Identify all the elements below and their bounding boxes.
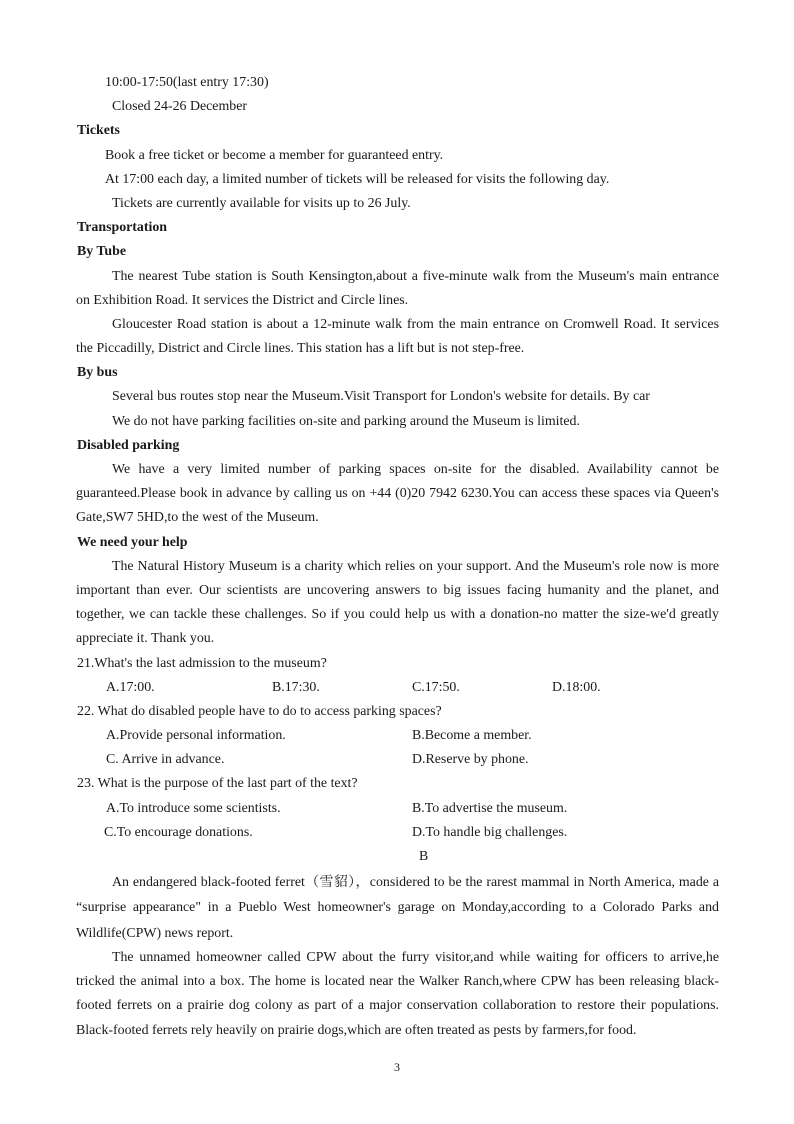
option-b: B.17:30. xyxy=(272,679,320,695)
question-21-options xyxy=(76,676,719,700)
transportation-heading: Transportation xyxy=(77,220,168,236)
passage-b-paragraph xyxy=(76,946,719,1043)
by-bus-line: Several bus routes stop near the Museum.Visit Transport for London's website for details. By car xyxy=(112,389,650,405)
question-22-stem: 22. What do disabled people have to do to access parking spaces? xyxy=(77,703,442,719)
option-a: A.To introduce some scientists. xyxy=(106,800,281,816)
closed-dates: Closed 24-26 December xyxy=(112,99,248,115)
tickets-line: Book a free ticket or become a member for guaranteed entry. xyxy=(105,147,444,163)
question-22-options-row xyxy=(76,724,719,748)
by-tube-paragraph-line: The nearest Tube station is South Kensington,about a five-minute walk from the Museum's main entrance xyxy=(112,268,719,284)
option-c: C.To encourage donations. xyxy=(104,824,253,840)
option-d: D.Reserve by phone. xyxy=(412,752,529,768)
passage-b-label: B xyxy=(419,849,429,864)
disabled-parking-line: Gate,SW7 5HD,to the west of the Museum. xyxy=(76,510,319,526)
question-21-stem: 21.What's the last admission to the museum? xyxy=(77,655,327,671)
passage-b-line: An endangered black-footed ferret（雪貂），considered to be the rarest mammal in North America, made a xyxy=(112,875,719,891)
opening-hours-time: 10:00-17:50(last entry 17:30) xyxy=(105,75,269,90)
question-23-options-row xyxy=(76,797,719,821)
passage-b-line: “surprise appearance" in a Pueblo West homeowner's garage on Monday,according to a Colorado Parks and xyxy=(76,900,719,916)
tickets-heading: Tickets xyxy=(77,123,120,139)
option-d: D.18:00. xyxy=(552,679,601,695)
page-content xyxy=(76,71,719,1043)
passage-b-line: Wildlife(CPW) news report. xyxy=(76,925,234,941)
help-line: important than ever. Our scientists are uncovering answers to big issues facing humanity and the planet, and xyxy=(76,582,719,598)
help-line: appreciate it. Thank you. xyxy=(76,631,215,647)
option-a: A.Provide personal information. xyxy=(106,728,286,744)
page-number: 3 xyxy=(394,1060,400,1074)
by-tube-paragraph-line: the Piccadilly, District and Circle lines. This station has a lift but is not step-free. xyxy=(76,341,525,357)
by-tube-paragraph-line: on Exhibition Road. It services the District and Circle lines. xyxy=(76,292,409,308)
passage-b-line: tricked the animal into a box. The home is located near the Walker Ranch,where CPW has been releasing black- xyxy=(76,974,719,990)
option-a: A.17:00. xyxy=(106,679,155,695)
passage-b-line: footed ferrets on a prairie dog colony as part of a major conservation collaboration to restore their populations. xyxy=(76,998,719,1014)
tickets-line: At 17:00 each day, a limited number of tickets will be released for visits the following day. xyxy=(105,171,610,187)
by-tube-heading: By Tube xyxy=(77,244,127,260)
passage-b-line: The unnamed homeowner called CPW about the furry visitor,and while waiting for officers to arrive,he xyxy=(112,949,719,965)
help-heading: We need your help xyxy=(77,534,188,550)
question-23-options-row xyxy=(76,821,719,845)
by-bus-heading: By bus xyxy=(77,365,118,381)
help-line: The Natural History Museum is a charity which relies on your support. And the Museum's role now is more xyxy=(112,558,719,574)
option-c: C. Arrive in advance. xyxy=(106,752,225,768)
option-d: D.To handle big challenges. xyxy=(412,824,568,840)
question-22-options-row xyxy=(76,748,719,772)
disabled-parking-line: guaranteed.Please book in advance by calling us on +44 (0)20 7942 6230.You can access these spaces via Queen's xyxy=(76,486,719,502)
disabled-parking-line: We have a very limited number of parking spaces on-site for the disabled. Availability cannot be xyxy=(112,462,719,477)
passage-b-line: Black-footed ferrets rely heavily on prairie dogs,which are often treated as pests by farmers,for food. xyxy=(76,1022,637,1038)
by-tube-paragraph-line: Gloucester Road station is about a 12-minute walk from the main entrance on Cromwell Road. It services xyxy=(112,316,719,332)
by-bus-line: We do not have parking facilities on-site and parking around the Museum is limited. xyxy=(112,413,580,429)
tickets-line: Tickets are currently available for visits up to 26 July. xyxy=(112,195,411,211)
option-c: C.17:50. xyxy=(412,679,460,695)
option-b: B.To advertise the museum. xyxy=(412,800,568,816)
question-23-stem: 23. What is the purpose of the last part of the text? xyxy=(77,776,358,792)
option-b: B.Become a member. xyxy=(412,728,532,744)
help-line: together, we can tackle these challenges. So if you could help us with a donation-no matter the size-we'd greatly xyxy=(76,607,719,623)
disabled-parking-heading: Disabled parking xyxy=(77,437,180,453)
passage-b-paragraph xyxy=(76,870,719,946)
